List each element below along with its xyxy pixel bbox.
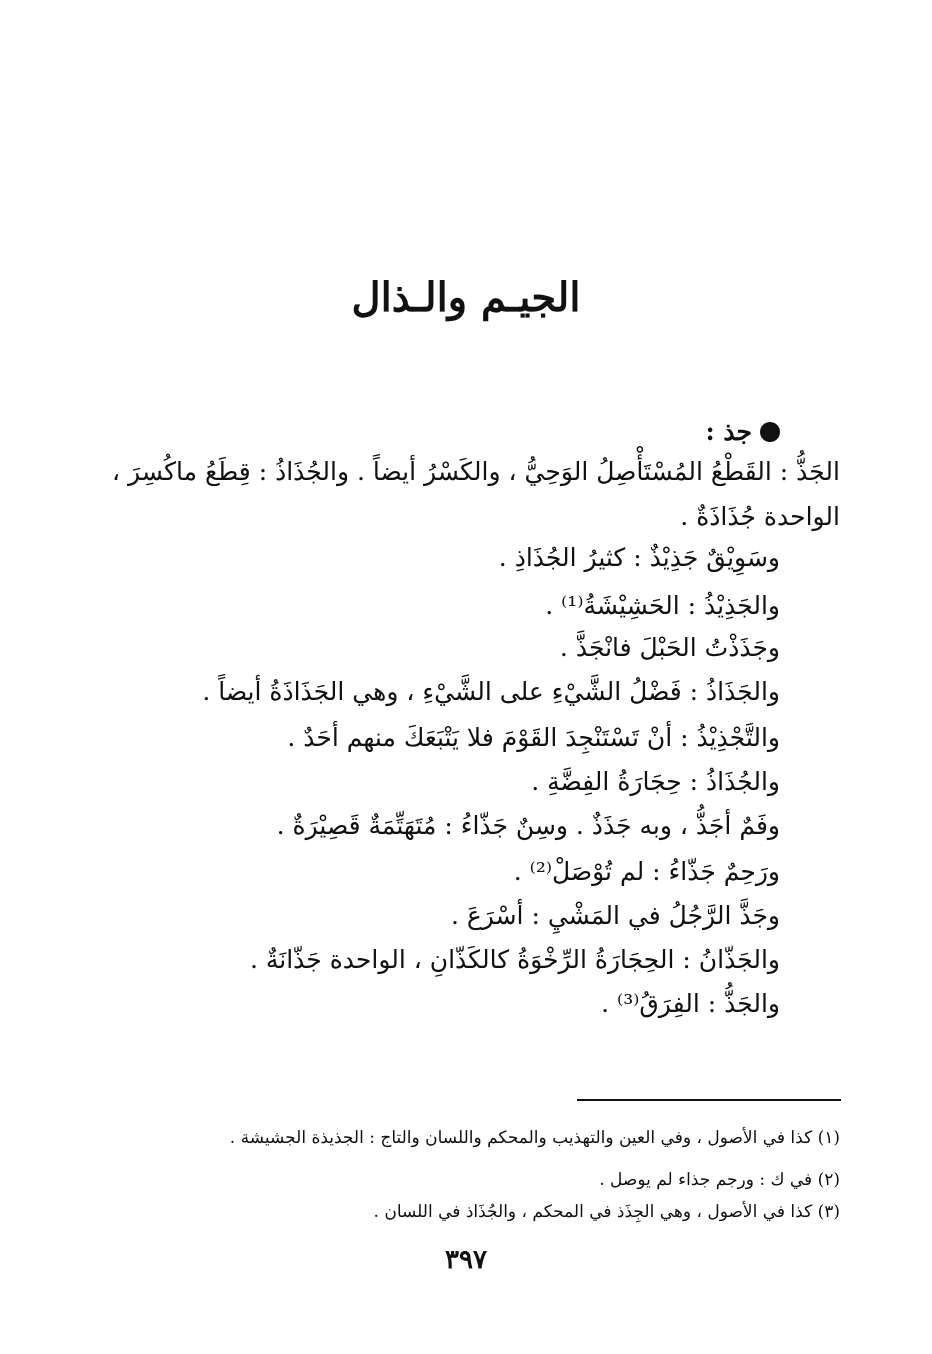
entry-line: وسَوِيْقٌ جَذِيْذٌ : كثيرُ الجُذَاذِ . [498, 543, 780, 572]
entry-head [705, 412, 780, 452]
entry-line: والجَذُّ : الفِرَقُ⁽³⁾ . [601, 989, 780, 1018]
chapter-title: الجيـم والـذال [351, 274, 581, 321]
entry-line: وجَذَذْتُ الحَبْلَ فانْجَذَّ . [559, 633, 780, 662]
entry-line: ورَحِمٌ جَذّاءُ : لم تُوْصَلْ⁽²⁾ . [513, 857, 780, 886]
entry-line: والجُذَاذُ : حِجَارَةُ الفِضَّةِ . [531, 767, 780, 796]
entry-line: والجَذَاذُ : فَضْلُ الشَّيْءِ على الشَّيْءِ ، وهي الجَذَاذَةُ أيضاً . [202, 677, 780, 706]
entry-line: الجَذُّ : القَطْعُ المُسْتَأْصِلُ الوَحِيُّ ، والكَسْرُ أيضاً . والجُذَاذُ : قِطَعُ ماكُسِرَ ، [112, 457, 840, 486]
entry-line: وجَذَّ الرَّجُلُ في المَشْيِ : أسْرَعَ . [451, 901, 780, 930]
bullet-icon [760, 422, 780, 442]
entry-line: الواحدة جُذَاذَةٌ . [680, 502, 840, 531]
entry-line: والتَّجْذِيْذُ : أنْ تَسْتَنْجِدَ القَوْمَ فلا يَتْبَعَكَ منهم أحَدٌ . [287, 723, 780, 752]
entry-line: والجَذّانُ : الحِجَارَةُ الرِّخْوَةُ كالكَذّانِ ، الواحدة جَذّانَةٌ . [249, 945, 780, 974]
page-number: ٣٩٧ [445, 1245, 487, 1275]
entry-head-label: جذ : [705, 417, 752, 446]
footnote: (٣) كذا في الأصول ، وهي الجِذَذ في المحكم ، والجُذَاذ في اللسان . [373, 1202, 840, 1222]
entry-line: وفَمٌ أجَذُّ ، وبه جَذَذٌ . وسِنٌ جَذّاءُ : مُتَهَتِّمَةٌ قَصِيْرَةٌ . [276, 811, 780, 840]
footnote: (٢) في ك : ورجم جذاء لم يوصل . [599, 1170, 840, 1190]
footnote: (١) كذا في الأصول ، وفي العين والتهذيب والمحكم واللسان والتاج : الجذيذة الجشيشة . [229, 1128, 840, 1148]
footnote-divider [577, 1099, 841, 1101]
entry-line: والجَذِيْذُ : الحَشِيْشَةُ⁽¹⁾ . [545, 591, 780, 620]
